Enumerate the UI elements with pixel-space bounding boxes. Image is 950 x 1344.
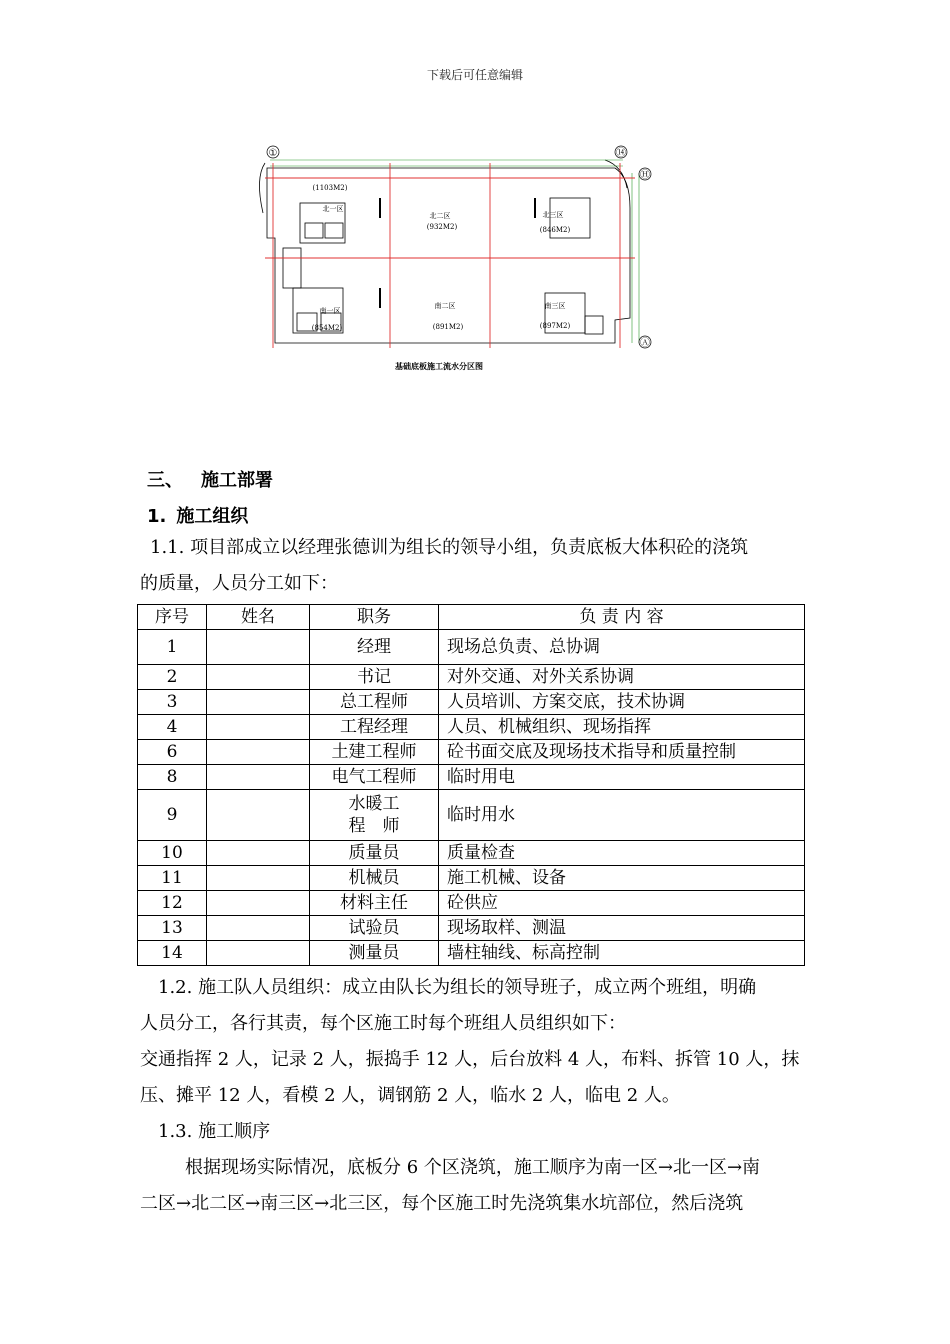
zoning-plan-drawing (245, 138, 675, 360)
row-role: 材料主任 (310, 891, 439, 916)
zone-area: (897M2) (539, 322, 571, 330)
paragraph-1-2-line-2: 人员分工，各行其责，每个区施工时每个班组人员组织如下： (140, 1013, 626, 1034)
paragraph-1-2-line-4: 压、摊平 12 人，看模 2 人，调钢筋 2 人，临水 2 人，临电 2 人。 (140, 1085, 680, 1106)
paragraph-1-3-title: 1.3. 施工顺序 (158, 1121, 271, 1142)
row-duty: 对外交通、对外关系协调 (439, 665, 805, 690)
row-duty: 墙柱轴线、标高控制 (439, 941, 805, 966)
row-name (207, 630, 310, 665)
row-name (207, 715, 310, 740)
table-row (138, 790, 805, 841)
zone-name: 南三区 (544, 302, 566, 310)
table-row (138, 665, 805, 690)
row-number: 2 (138, 665, 207, 690)
row-number: 11 (138, 866, 207, 891)
zone-area: (1103M2) (312, 184, 348, 192)
axis-label: Ⓐ (640, 338, 650, 349)
row-duty: 临时用水 (439, 790, 805, 841)
row-duty: 砼供应 (439, 891, 805, 916)
axis-label: ① (268, 148, 278, 159)
row-name (207, 765, 310, 790)
row-name (207, 690, 310, 715)
row-name (207, 790, 310, 841)
zone-name: 南二区 (434, 302, 456, 310)
paragraph-1-2-line-1: 1.2. 施工队人员组织：成立由队长为组长的领导班子，成立两个班组，明确 (158, 977, 757, 998)
paragraph-1-3-line-1: 根据现场实际情况，底板分 6 个区浇筑，施工顺序为南一区→北一区→南 (185, 1157, 761, 1178)
row-role: 质量员 (310, 841, 439, 866)
table-row (138, 690, 805, 715)
row-role: 机械员 (310, 866, 439, 891)
row-duty: 砼书面交底及现场技术指导和质量控制 (439, 740, 805, 765)
zone-area: (932M2) (426, 223, 458, 231)
paragraph-1-2-line-3: 交通指挥 2 人，记录 2 人，振捣手 12 人，后台放料 4 人，布料、拆管 10 人，抹 (140, 1049, 800, 1070)
row-role: 经理 (310, 630, 439, 665)
zone-name: 北二区 (429, 212, 451, 220)
table-row (138, 765, 805, 790)
section-heading (147, 466, 273, 492)
row-role: 试验员 (310, 916, 439, 941)
row-duty: 现场取样、测温 (439, 916, 805, 941)
table-header: 职务 (310, 605, 439, 630)
row-duty: 临时用电 (439, 765, 805, 790)
row-name (207, 841, 310, 866)
row-number: 1 (138, 630, 207, 665)
zone-area: (854M2) (311, 324, 343, 332)
row-duty: 施工机械、设备 (439, 866, 805, 891)
table-header-row (138, 605, 805, 630)
row-number: 3 (138, 690, 207, 715)
table-row (138, 866, 805, 891)
header-note: 下载后可任意编辑 (426, 68, 523, 82)
section-number: 三、 (147, 470, 183, 491)
row-name (207, 891, 310, 916)
zone-area: (891M2) (432, 323, 464, 331)
zone-name: 南一区 (319, 307, 341, 315)
table-row (138, 715, 805, 740)
axis-label: Ⓗ (640, 170, 650, 181)
row-role: 工程经理 (310, 715, 439, 740)
axis-label: ⑭ (616, 148, 626, 159)
section-title: 施工部署 (201, 470, 273, 491)
paragraph-1-1-line-2: 的质量，人员分工如下： (140, 573, 338, 594)
row-duty: 质量检查 (439, 841, 805, 866)
paragraph-1-1-line-1: 1.1. 项目部成立以经理张德训为组长的领导小组，负责底板大体积砼的浇筑 (150, 537, 749, 558)
table-row (138, 740, 805, 765)
table-row (138, 891, 805, 916)
row-duty: 人员培训、方案交底，技术协调 (439, 690, 805, 715)
row-role: 测量员 (310, 941, 439, 966)
row-role: 书记 (310, 665, 439, 690)
row-duty: 现场总负责、总协调 (439, 630, 805, 665)
row-role: 土建工程师 (310, 740, 439, 765)
row-number: 4 (138, 715, 207, 740)
row-name (207, 941, 310, 966)
zone-name: 北一区 (322, 205, 344, 213)
row-duty: 人员、机械组织、现场指挥 (439, 715, 805, 740)
row-role: 水暖工 程 师 (310, 790, 439, 841)
zone-area: (846M2) (539, 226, 571, 234)
table-header: 姓名 (207, 605, 310, 630)
row-name (207, 665, 310, 690)
row-role: 电气工程师 (310, 765, 439, 790)
table-header: 负 责 内 容 (439, 605, 805, 630)
plan-caption: 基础底板施工流水分区图 (395, 361, 483, 371)
zone-name: 北三区 (542, 211, 564, 219)
row-number: 13 (138, 916, 207, 941)
table-header: 序号 (138, 605, 207, 630)
table-row (138, 916, 805, 941)
row-name (207, 866, 310, 891)
row-name (207, 740, 310, 765)
subsection-title: 施工组织 (176, 506, 249, 527)
row-number: 6 (138, 740, 207, 765)
subsection-number: 1. (147, 506, 167, 527)
row-number: 12 (138, 891, 207, 916)
table-row (138, 941, 805, 966)
row-number: 9 (138, 790, 207, 841)
row-number: 14 (138, 941, 207, 966)
row-number: 10 (138, 841, 207, 866)
paragraph-1-3-line-2: 二区→北二区→南三区→北三区，每个区施工时先浇筑集水坑部位，然后浇筑 (140, 1193, 744, 1214)
row-number: 8 (138, 765, 207, 790)
table-row (138, 841, 805, 866)
staff-assignment-table (137, 604, 805, 966)
subsection-heading (147, 502, 248, 528)
row-name (207, 916, 310, 941)
row-role: 总工程师 (310, 690, 439, 715)
table-row (138, 630, 805, 665)
